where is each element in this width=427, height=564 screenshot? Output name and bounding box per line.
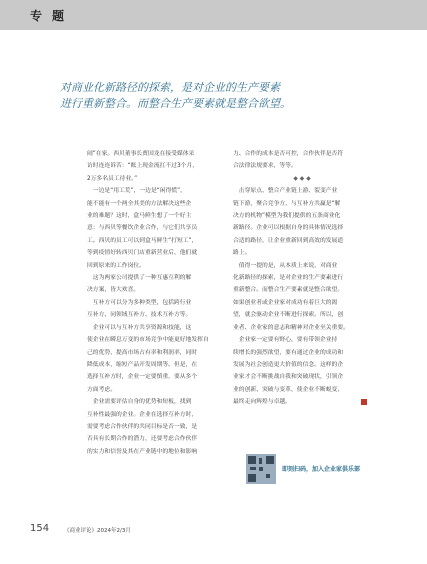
body-line: 等到疫情好转西贝门店重新营业后，他们就 <box>87 250 198 257</box>
issue-label: 《商业评论》2024年2/3月 <box>64 528 131 534</box>
body-line: 决方案，皆大欢喜。 <box>87 287 140 294</box>
body-line: 的实力和信誉及其在产业链中的地位和影响 <box>87 448 198 455</box>
qr-caption: 即刻扫码，加入企业家俱乐部 <box>282 466 361 473</box>
body-line: 降低成本，缩短产品开发周期等。但是，在 <box>87 361 198 368</box>
pull-quote-line-1: 对商业化新路径的探索，是对企业的生产要素 <box>60 81 280 94</box>
page-number: 154 <box>30 523 50 534</box>
body-line: 力、合作的成本是否可控，合作伙伴是否符 <box>233 151 344 157</box>
body-line: 企业可以与互补方共享资源和技能，这 <box>87 324 192 331</box>
body-line: 互补性最强的企业。企业在选择互补方时， <box>87 411 198 418</box>
body-line: 决方的机物”模型为我们提供的五条商业化 <box>233 213 341 220</box>
body-line: 链下游，聚合竞争方，与互补方共赢是“解 <box>233 200 341 207</box>
body-line: 闹”在家。西贝董事长贾国龙在接受媒体采 <box>87 151 195 157</box>
body-line: 2万多名员工待业。” <box>87 175 138 182</box>
body-line: 一边是“用工荒”，一边是“闲得慌”， <box>87 188 186 195</box>
body-line: 回到原来的工作岗位。 <box>87 262 145 269</box>
body-line: 访时连连诉苦：“账上现金流扛不过3个月， <box>87 163 199 170</box>
body-line: 能不能有一个两全其美的方法解决这些企 <box>87 200 192 207</box>
body-line: 己的优势，提高市场占有率和利润率，同时 <box>87 349 198 356</box>
body-line: 重新整合。而整合生产要素就是整合欲望。 <box>233 287 344 294</box>
body-line: 路上。 <box>233 250 251 257</box>
body-line: 合法律法规要求，等等。 <box>233 163 297 170</box>
body-line-last <box>233 396 373 408</box>
body-line: 值得一提的是，从本质上来说，对商业 <box>233 262 338 269</box>
body-line-text: 最终走向辉煌与卓越。 <box>233 399 291 406</box>
body-line: 工。西贝的员工可以到盒马鲜生“打短工”， <box>87 237 198 244</box>
body-line: 互补方、同领域互补方、技术互补方等。 <box>87 312 192 319</box>
section-title: 专题 <box>30 9 75 23</box>
right-column <box>233 148 373 409</box>
body-line: 这为两家公司提供了一种互惠互利的解 <box>87 275 192 282</box>
body-line: 如果创业者或企业家对成功有着巨大的渴 <box>233 299 338 306</box>
pull-quote-line-2: 进行重新整合。而整合生产要素就是整合欲望。 <box>60 97 291 110</box>
body-line: 业者、企业家的意志和精神对企业至关重要。 <box>233 324 349 331</box>
body-line: 击穿原点、整合产业链上游、裂变产业 <box>233 188 338 195</box>
body-line: 业家才会不断挑战自我和突破现状，引领企 <box>233 374 344 381</box>
body-line: 续增长的强烈欲望，要有通过企业的成功和 <box>233 349 344 356</box>
body-line: 企业需要评估自身的优势和短板，找到 <box>87 399 192 406</box>
body-line: 合适的路径，让企业重新回到高效的发展道 <box>233 237 344 244</box>
body-line: 新路径。企业可以根据自身的具体情况选择 <box>233 225 344 232</box>
body-line: 望，就会驱动企业不断进行探索。所以，创 <box>233 312 344 319</box>
body-line: 企业家一定要有野心，要有带领企业持 <box>233 337 338 344</box>
end-mark-icon <box>361 399 367 405</box>
body-line: 发展为社会创造更大价值的信念。这样的企 <box>233 361 344 368</box>
left-column <box>87 148 209 458</box>
qr-code-icon[interactable] <box>246 454 276 484</box>
body-line: 方面考虑。 <box>87 386 116 393</box>
body-line: 需要考虑合作伙伴的共同目标是否一致，是 <box>87 423 198 430</box>
body-line: 意：与西贝等餐饮企业合作，与它们共享员 <box>87 225 198 232</box>
body-line: 化新路径的探索，是对企业的生产要素进行 <box>233 275 344 282</box>
body-line: 否具有长期合作的潜力，还要考虑合作伙伴 <box>87 436 198 443</box>
body-line: 选择互补方时，企业一定要慎重，要从多个 <box>87 374 198 381</box>
body-line: 互补方可以分为多种类型，包括跨行业 <box>87 299 192 306</box>
body-line: 业的难题？这时，盒马鲜生想了一个好主 <box>87 213 192 220</box>
body-line: 业的创新、突破与变革，使企业不断蜕变， <box>233 386 344 393</box>
section-divider: ◆◆◆ <box>293 175 313 182</box>
body-line: 使企业在瞬息万变的市场竞争中能更好地发挥自 <box>87 337 209 344</box>
